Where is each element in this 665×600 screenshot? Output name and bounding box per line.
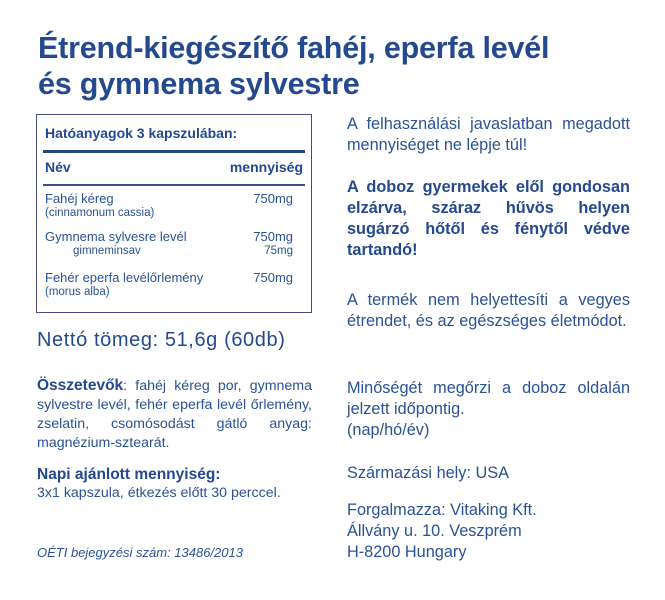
ingredient-latin-name: (morus alba) — [45, 286, 110, 298]
ingredient-name: Gymnema sylvesre levél — [45, 229, 187, 244]
column-header-name: Név — [45, 159, 71, 175]
best-before-text: Minőségét megőrzi a doboz oldalán jelzett időpontig. — [347, 379, 630, 418]
active-ingredients-table — [36, 114, 312, 313]
best-before-format: (nap/hó/év) — [347, 421, 430, 439]
country-of-origin: Származási hely: USA — [347, 464, 509, 482]
ingredients-table-header: Hatóanyagok 3 kapszulában: — [45, 125, 238, 141]
ingredient-name: Fahéj kéreg — [45, 191, 114, 206]
composition-label: Összetevők — [37, 377, 124, 394]
dose-warning: A felhasználási javaslatban megadott mennyiséget ne lépje túl! — [347, 115, 630, 154]
ingredient-sub-name: gimneminsav — [73, 245, 141, 257]
ingredient-quantity: 750mg — [253, 191, 293, 206]
composition-paragraph — [37, 376, 312, 453]
product-title — [38, 30, 648, 102]
net-weight: Nettó tömeg: 51,6g (60db) — [37, 329, 286, 351]
product-title-line-1: Étrend-kiegészítő fahéj, eperfa levél — [38, 31, 550, 65]
storage-instructions: A doboz gyermekek elől gondosan elzárva, száraz hűvös helyen sugárzó hőtől és fénytől védve tartandó! — [347, 178, 630, 259]
ingredient-quantity: 750mg — [253, 270, 293, 285]
registration-number: OÉTI bejegyzési szám: 13486/2013 — [37, 545, 243, 560]
best-before-notice — [347, 378, 630, 441]
ingredient-latin-name: (cinnamonum cassia) — [45, 207, 155, 219]
daily-dose-text: 3x1 kapszula, étkezés előtt 30 perccel. — [37, 485, 281, 501]
distributor-postal: H-8200 Hungary — [347, 543, 467, 561]
ingredient-quantity: 750mg — [253, 229, 293, 244]
ingredient-name: Fehér eperfa levélőrlemény — [45, 270, 204, 285]
distributor-info — [347, 500, 630, 563]
column-header-quantity: mennyiség — [229, 159, 303, 175]
composition-text: : fahéj kéreg por, gymnema sylvestre levél, fehér eperfa levél őrlemény, zselatin, csomósodást gátló anyag: magnézium-sztearát. — [37, 378, 312, 451]
daily-dose-paragraph — [37, 465, 312, 503]
daily-dose-label: Napi ajánlott mennyiség: — [37, 466, 221, 483]
header-divider — [43, 150, 305, 153]
ingredient-sub-quantity: 75mg — [264, 245, 293, 257]
distributor-address: Állvány u. 10. Veszprém — [347, 522, 522, 540]
product-title-line-2: és gymnema sylvestre — [38, 67, 360, 101]
distributor-name: Forgalmazza: Vitaking Kft. — [347, 501, 537, 519]
column-divider — [43, 184, 305, 186]
diet-notice: A termék nem helyettesíti a vegyes étrendet, és az egészséges életmódot. — [347, 291, 630, 330]
